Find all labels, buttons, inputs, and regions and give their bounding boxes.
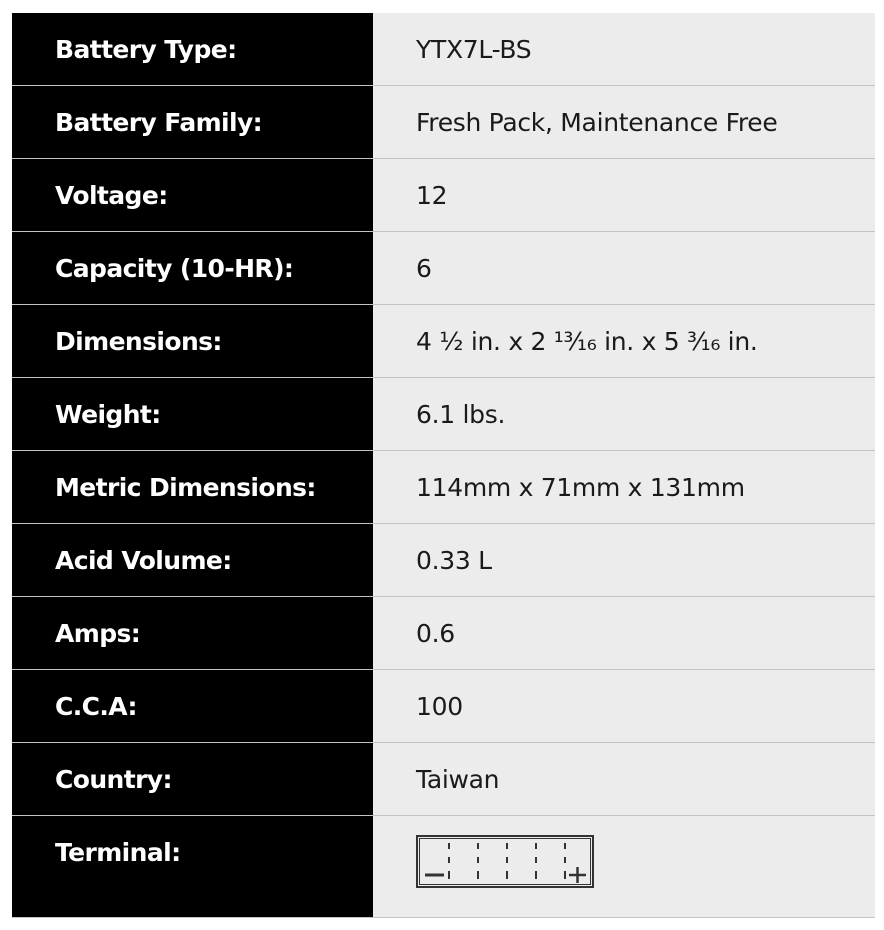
spec-label: Country: [12, 743, 373, 815]
spec-value: 4 ½ in. x 2 ¹³⁄₁₆ in. x 5 ³⁄₁₆ in. [373, 305, 875, 377]
spec-row-amps [12, 597, 875, 670]
spec-label: Battery Family: [12, 86, 373, 158]
spec-value-terminal [373, 816, 875, 917]
spec-row-dimensions [12, 305, 875, 378]
spec-row-battery-family [12, 86, 875, 159]
battery-spec-table [12, 13, 875, 918]
spec-row-voltage [12, 159, 875, 232]
spec-value: Fresh Pack, Maintenance Free [373, 86, 875, 158]
spec-value: 0.6 [373, 597, 875, 669]
spec-label: Terminal: [12, 816, 373, 917]
battery-terminal-layout-icon [416, 835, 596, 891]
spec-row-weight [12, 378, 875, 451]
spec-row-metric-dimensions [12, 451, 875, 524]
spec-value: 114mm x 71mm x 131mm [373, 451, 875, 523]
spec-row-acid-volume [12, 524, 875, 597]
spec-label: Capacity (10-HR): [12, 232, 373, 304]
spec-value: 6.1 lbs. [373, 378, 875, 450]
spec-label: Metric Dimensions: [12, 451, 373, 523]
spec-value: YTX7L-BS [373, 13, 875, 85]
spec-label: Acid Volume: [12, 524, 373, 596]
spec-value: Taiwan [373, 743, 875, 815]
spec-label: Battery Type: [12, 13, 373, 85]
spec-label: Weight: [12, 378, 373, 450]
spec-row-cca [12, 670, 875, 743]
spec-row-country [12, 743, 875, 816]
spec-value: 12 [373, 159, 875, 231]
spec-label: C.C.A: [12, 670, 373, 742]
spec-label: Voltage: [12, 159, 373, 231]
spec-value: 6 [373, 232, 875, 304]
spec-row-terminal [12, 816, 875, 918]
spec-value: 100 [373, 670, 875, 742]
spec-row-battery-type [12, 13, 875, 86]
spec-row-capacity [12, 232, 875, 305]
spec-label: Amps: [12, 597, 373, 669]
spec-value: 0.33 L [373, 524, 875, 596]
spec-label: Dimensions: [12, 305, 373, 377]
